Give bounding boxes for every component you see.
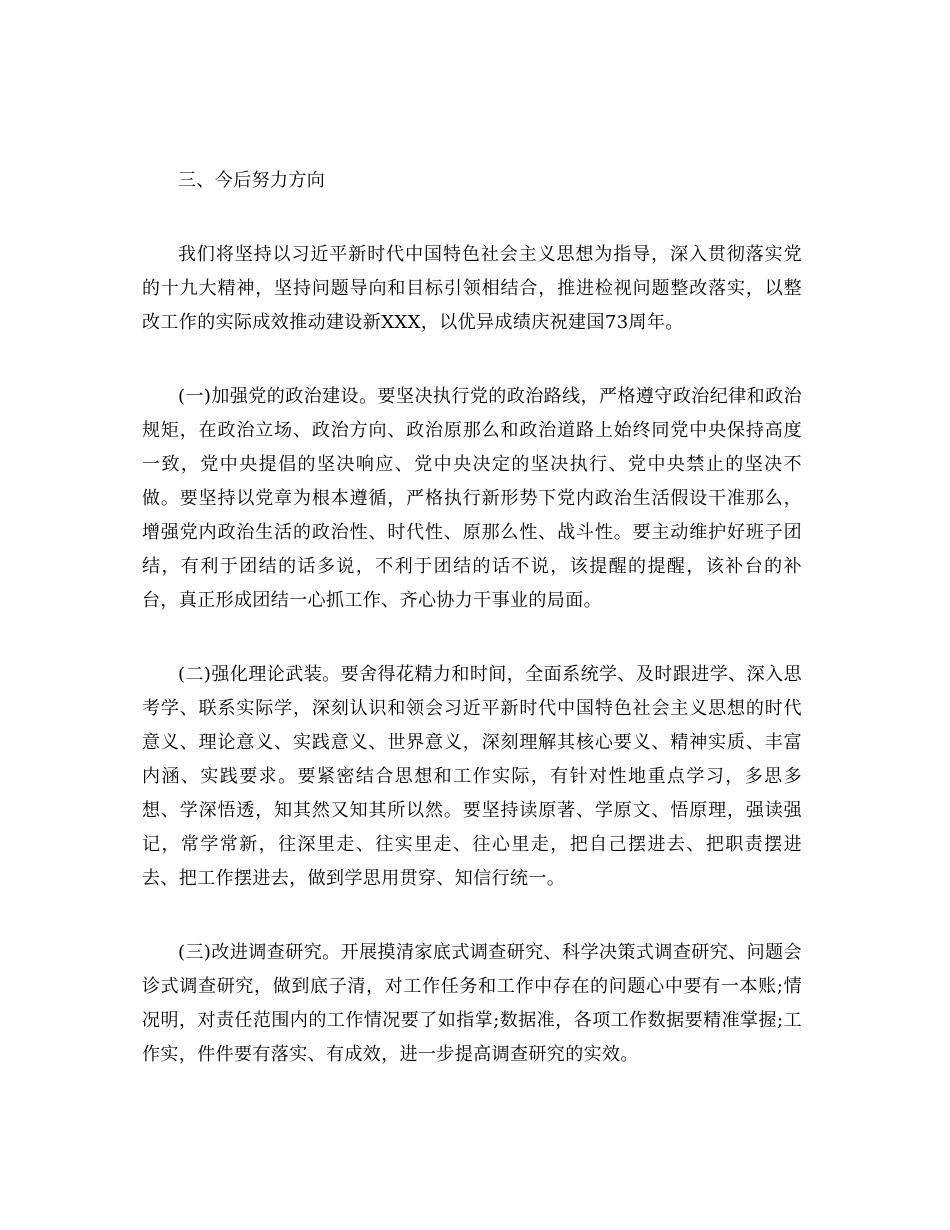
section-heading: 三、今后努力方向 [178,170,326,191]
paragraph-political-building: (一)加强党的政治建设。要坚决执行党的政治路线，严格遵守政治纪律和政治规矩，在政治立场、政治方向、政治原那么和政治道路上始终同党中央保持高度一致，党中央提倡的坚决响应、党中央决定的坚决执行、党中央禁止的坚决不做。要坚持以党章为根本遵循，严格执行新形势下党内政治生活假设干准那么，增强党内政治生活的政治性、时代性、原那么性、战斗性。要主动维护好班子团结，有利于团结的话多说，不利于团结的话不说，该提醒的提醒，该补台的补台，真正形成团结一心抓工作、齐心协力干事业的局面。 [142,386,802,611]
paragraph-investigation-research: (三)改进调查研究。开展摸清家底式调查研究、科学决策式调查研究、问题会诊式调查研究，做到底子清，对工作任务和工作中存在的问题心中要有一本账;情况明，对责任范围内的工作情况要了如指掌;数据准，各项工作数据要精准掌握;工作实，件件要有落实、有成效，进一步提高调查研究的实效。 [142,942,802,1065]
document-body [142,164,802,1072]
paragraph-theory-study: (二)强化理论武装。要舍得花精力和时间，全面系统学、及时跟进学、深入思考学、联系实际学，深刻认识和领会习近平新时代中国特色社会主义思想的时代意义、理论意义、实践意义、世界意义，深刻理解其核心要义、精神实质、丰富内涵、实践要求。要紧密结合思想和工作实际，有针对性地重点学习，多思多想、学深悟透，知其然又知其所以然。要坚持读原著、学原文、悟原理，强读强记，常学常新，往深里走、往实里走、往心里走，把自己摆进去、把职责摆进去、把工作摆进去，做到学思用贯穿、知信行统一。 [142,664,802,889]
paragraph-intro: 我们将坚持以习近平新时代中国特色社会主义思想为指导，深入贯彻落实党的十九大精神，坚持问题导向和目标引领相结合，推进检视问题整改落实，以整改工作的实际成效推动建设新XXX，以优异成绩庆祝建国73周年。 [142,244,802,333]
